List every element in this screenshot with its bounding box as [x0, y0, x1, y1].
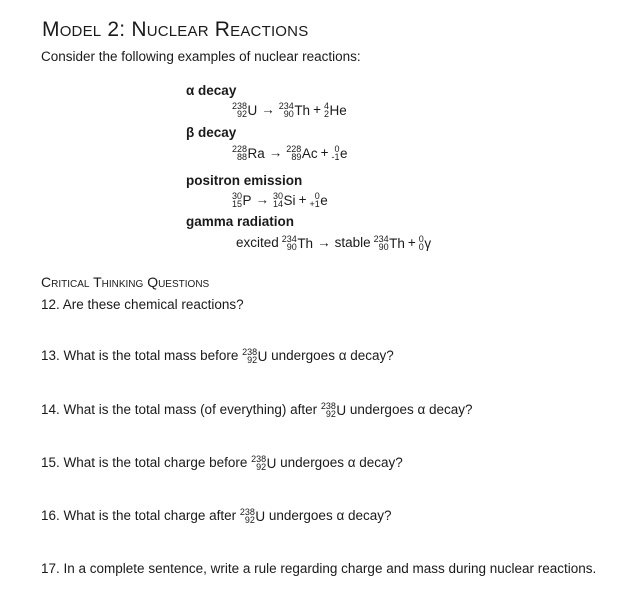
atomic-number: 88 [237, 152, 248, 163]
mass-number: 238 [251, 454, 267, 465]
mass-number: 30 [232, 191, 243, 202]
element-symbol: U [257, 348, 268, 364]
element-symbol: Th [389, 235, 405, 251]
element-symbol: Ra [247, 145, 265, 161]
mass-number: 234 [373, 234, 389, 245]
element-symbol: P [242, 192, 252, 208]
atomic-number: 15 [232, 199, 243, 210]
state-text: excited [236, 235, 279, 250]
equation-positron [232, 192, 328, 208]
mass-number: 238 [242, 347, 258, 358]
reaction-label-alpha: α decay [186, 83, 237, 98]
mass-number: 228 [232, 144, 248, 155]
atomic-number: 90 [283, 109, 294, 120]
equation-gamma [236, 235, 431, 251]
atomic-number: 14 [273, 199, 284, 210]
element-symbol: U [247, 102, 258, 118]
question-17 [41, 561, 596, 576]
question-text: 14. What is the total mass (of everything) after [41, 402, 321, 417]
question-text: undergoes α decay? [276, 455, 403, 470]
nuclide-P [232, 192, 252, 208]
plus-symbol: + [313, 102, 321, 117]
question-text: undergoes α decay? [265, 508, 392, 523]
atomic-number: 92 [256, 462, 267, 473]
question-16 [41, 508, 392, 524]
nuclide-U [321, 402, 346, 418]
state-text: stable [334, 235, 371, 250]
arrow-symbol: → [261, 102, 275, 117]
question-text: undergoes α decay? [346, 402, 473, 417]
reaction-label-positron: positron emission [186, 173, 303, 188]
element-symbol: e [320, 192, 328, 208]
question-12 [41, 297, 244, 312]
plus-symbol: + [298, 192, 307, 207]
element-symbol: He [329, 102, 347, 118]
nuclide-U [251, 455, 276, 471]
mass-number: 0 [314, 191, 320, 202]
nuclide-He [324, 102, 347, 118]
element-symbol: U [255, 508, 266, 524]
question-text: 17. In a complete sentence, write a rule regarding charge and mass during nuclear reactions. [41, 561, 597, 576]
nuclide-Th [282, 235, 313, 251]
page-title: Model 2: Nuclear Reactions [42, 18, 309, 41]
equation-beta [232, 145, 348, 161]
plus-symbol: + [320, 145, 329, 160]
element-symbol: U [336, 402, 347, 418]
element-symbol: Th [294, 102, 311, 118]
plus-symbol: + [407, 235, 416, 250]
nuclide-Th [279, 102, 310, 118]
element-symbol: Th [297, 235, 314, 251]
question-15 [41, 455, 403, 471]
mass-number: 238 [320, 401, 336, 412]
element-symbol: γ [424, 235, 432, 251]
nuclide-Ac [286, 145, 317, 161]
nuclide-U [242, 348, 267, 364]
nuclide-U [232, 102, 257, 118]
nuclide-U [240, 508, 265, 524]
section-title: Critical Thinking Questions [41, 274, 210, 290]
arrow-symbol: → [317, 235, 331, 250]
atomic-number: +1 [309, 199, 320, 210]
mass-number: 0 [418, 234, 424, 245]
atomic-number: 92 [237, 109, 248, 120]
mass-number: 30 [273, 191, 284, 202]
intro-text: Consider the following examples of nuclear reactions: [41, 49, 361, 64]
element-symbol: Si [283, 192, 296, 208]
mass-number: 4 [323, 101, 329, 112]
nuclide-e [309, 192, 327, 208]
atomic-number: 90 [378, 242, 389, 253]
element-symbol: Ac [301, 145, 318, 161]
question-text: 16. What is the total charge after [41, 508, 240, 523]
atomic-number: 2 [323, 109, 329, 120]
mass-number: 238 [232, 101, 248, 112]
nuclide-Th [374, 235, 405, 251]
arrow-symbol: → [255, 192, 270, 207]
atomic-number: 0 [418, 242, 424, 253]
nuclide-γ [419, 235, 431, 251]
question-text: 12. Are these chemical reactions? [41, 297, 244, 312]
mass-number: 234 [278, 101, 294, 112]
atomic-number: 89 [291, 152, 302, 163]
element-symbol: e [340, 145, 348, 161]
nuclide-Ra [232, 145, 265, 161]
reaction-label-beta: β decay [186, 125, 237, 140]
mass-number: 228 [286, 144, 302, 155]
question-text: undergoes α decay? [267, 348, 394, 363]
atomic-number: 90 [286, 242, 297, 253]
nuclide-e [331, 145, 347, 161]
mass-number: 238 [239, 507, 255, 518]
question-13 [41, 348, 394, 364]
question-14 [41, 402, 473, 418]
arrow-symbol: → [268, 145, 283, 160]
question-text: 13. What is the total mass before [41, 348, 243, 363]
mass-number: 234 [281, 234, 297, 245]
atomic-number: 92 [325, 409, 336, 420]
atomic-number: 92 [244, 515, 255, 526]
atomic-number: 92 [247, 355, 258, 366]
element-symbol: U [266, 455, 277, 471]
reaction-label-gamma: gamma radiation [186, 214, 295, 229]
nuclide-Si [273, 192, 296, 208]
question-text: 15. What is the total charge before [41, 455, 252, 470]
equation-alpha [232, 102, 347, 118]
atomic-number: -1 [331, 152, 340, 163]
mass-number: 0 [334, 144, 340, 155]
